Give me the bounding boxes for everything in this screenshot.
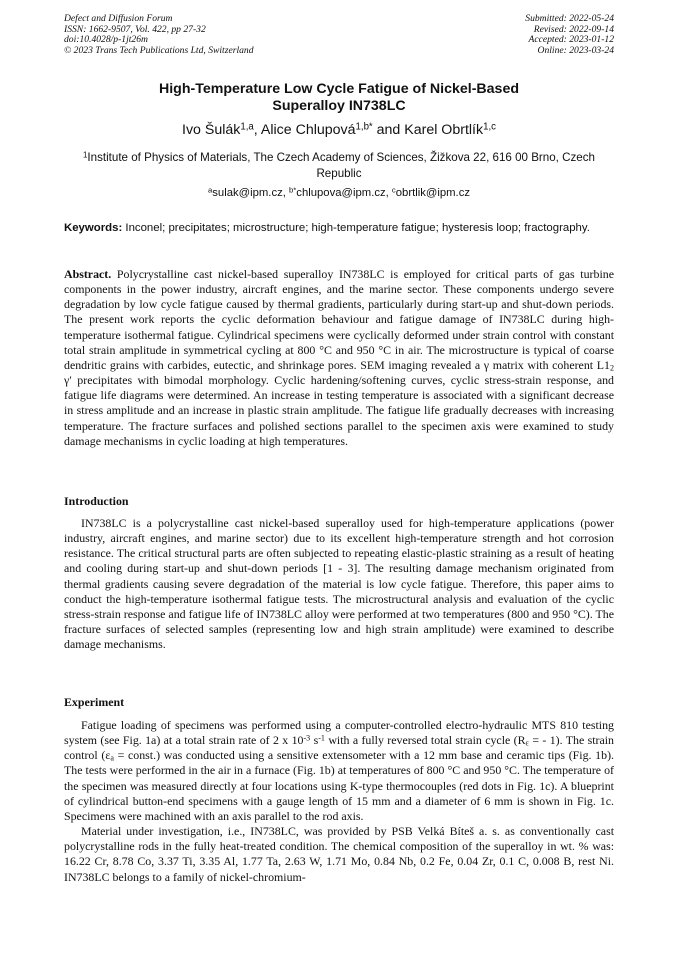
journal-name: Defect and Diffusion Forum xyxy=(64,13,173,24)
author-emails xyxy=(64,186,614,200)
subscript: a xyxy=(110,753,114,763)
issn: ISSN: 1662-9507, Vol. 422, pp 27-32 xyxy=(64,23,206,35)
affiliation-mark: 1 xyxy=(83,150,88,160)
text-run: = const.) was conducted using a sensitive extensometer with a 12 mm base and ceramic tips (Fig. 1b). The tests were performed in the air in a furnace (Fig. 1b) at temperatures of 800 °C and 950 °C. The temperature of the specimen was measured directly at four locations using K-type thermocouples (red dots in Fig. 1c). A blueprint of cylindrical button-end specimens with a gauge length of 15 mm and a diameter of 6 mm is shown in Fig. 1c. Specimens were machined with an axis parallel to the rod axis. xyxy=(64,748,614,823)
paper-title xyxy=(90,81,588,114)
email-link[interactable]: sulak@ipm.cz xyxy=(212,187,283,199)
superscript: -3 xyxy=(303,733,311,743)
keywords-label: Keywords: xyxy=(64,222,123,234)
author-list xyxy=(64,122,614,139)
subscript: ε xyxy=(525,738,529,748)
author-separator: and xyxy=(372,122,405,138)
author-name: Karel Obrtlík xyxy=(404,122,484,138)
text-run: with a fully reversed total strain cycle (R xyxy=(324,733,526,748)
title-line: High-Temperature Low Cycle Fatigue of Nickel-Based xyxy=(158,81,519,97)
superscript: -1 xyxy=(318,733,325,743)
author-separator: , xyxy=(253,122,261,138)
email-link[interactable]: obrtlik@ipm.cz xyxy=(395,187,470,199)
introduction-section xyxy=(64,516,614,652)
paragraph: Material under investigation, i.e., IN738LC, was provided by PSB Velká Bíteš a. s. as conventionally cast polycrystalline rods in the fully heat-treated condition. The chemical composition of the superalloy in wt. % was: 16.22 Cr, 8.78 Co, 3.37 Ti, 3.35 Al, 1.77 Ta, 2.63 W, 1.71 Mo, 0.84 Nb, 0.2 Fe, 0.04 Zr, 0.1 C, 0.008 B, rest Ni. IN738LC belongs to a family of nickel-chromium- xyxy=(64,824,614,884)
abstract-label: Abstract. xyxy=(64,267,112,281)
accepted-date: Accepted: 2023-01-12 xyxy=(528,34,614,46)
abstract-text: Polycrystalline cast nickel-based superalloy IN738LC is employed for critical parts of gas turbine components in the power industry, aircraft engines, and the marine sector. These components undergo severe degradation by low cycle fatigue caused by thermal gradients, particularly during start-up and shut-down periods. The present work reports the cyclic deformation behaviour and fatigue damage of IN738LC during high-temperature isothermal fatigue. Cylindrical specimens were cyclically deformed under strain control with constant total strain amplitude in symmetrical cycling at 800 °C and 950 °C in air. The microstructure is typical of coarse dendritic grains with carbides, eutectic, and shrinkage pores. SEM imaging revealed a γ matrix with coherent L1 xyxy=(64,267,614,372)
journal-info xyxy=(64,14,254,56)
email-link[interactable]: chlupova@ipm.cz xyxy=(296,187,386,199)
submitted-date: Submitted: 2022-05-24 xyxy=(525,13,614,24)
copyright: © 2023 Trans Tech Publications Ltd, Switzerland xyxy=(64,44,254,56)
title-line: Superalloy IN738LC xyxy=(272,97,406,114)
text-run: Fatigue loading of specimens was performed using a computer-controlled electro-hydraulic MTS 810 testing system (see Fig. 1a) at a total strain rate of 2 x 10 xyxy=(64,718,614,748)
email-separator: , xyxy=(385,187,392,199)
section-heading-introduction: Introduction xyxy=(64,494,129,508)
email-mark: c xyxy=(391,185,396,195)
online-date: Online: 2023-03-24 xyxy=(537,44,614,56)
author-name: Ivo Šulák xyxy=(182,122,241,138)
paragraph: IN738LC is a polycrystalline cast nickel-based superalloy used for high-temperature applications (power industry, aircraft engines, and marine sector) due to its excellent high-temperature strength and hot corrosion resistance. The critical structural parts are often subjected to repeating elastic-plastic straining as a result of heating and cooling during start-up and shut-down periods [1 - 3]. The resulting damage mechanism originated from thermal gradients causing severe degradation of the material is low cycle fatigue. Therefore, this paper aims to conduct the high-temperature isothermal fatigue tests. The microstructural analysis and evaluation of the cyclic stress-strain response and fatigue life of IN738LC alloy were performed at two temperatures (800 and 950 °C). The fracture surfaces of selected samples (representing low and high strain amplitude) were examined to describe damage mechanisms. xyxy=(64,516,614,652)
author-affiliation-mark: 1,b* xyxy=(355,121,373,133)
text-run: = - 1). The strain control (ε xyxy=(64,733,615,763)
affiliation xyxy=(64,150,614,181)
author-affiliation-mark: 1,c xyxy=(483,121,496,133)
email-separator: , xyxy=(282,187,290,199)
experiment-section xyxy=(64,718,614,885)
section-heading-experiment: Experiment xyxy=(64,695,125,709)
author-name: Alice Chlupová xyxy=(260,122,356,138)
paragraph xyxy=(64,718,614,824)
revised-date: Revised: 2022-09-14 xyxy=(533,23,614,35)
doi: doi:10.4028/p-1jt26m xyxy=(64,34,148,46)
email-mark: a xyxy=(207,185,213,195)
text-run: s xyxy=(310,733,319,748)
abstract xyxy=(64,267,614,449)
abstract-text: γ′ precipitates with bimodal morphology. Cyclic hardening/softening curves, cyclic stress-strain response, and fatigue life diagrams were determined. An increase in testing temperature is associated with a significant decrease in stress amplitude and an increase in plastic strain amplitude. The fatigue life gradually decreases with increasing temperature. The fracture surfaces and polished sections parallel to the specimen axis were examined to study damage mechanisms in cyclic loading at high temperatures. xyxy=(64,373,614,448)
keywords xyxy=(64,221,614,236)
keywords-text: Inconel; precipitates; microstructure; high-temperature fatigue; hysteresis loop; fractography. xyxy=(122,222,590,234)
email-mark: b* xyxy=(289,185,297,195)
affiliation-text: Institute of Physics of Materials, The Czech Academy of Sciences, Žižkova 22, 616 00 Brno, Czech Republic xyxy=(87,151,595,180)
author-affiliation-mark: 1,a xyxy=(240,121,254,133)
abstract-subscript: 2 xyxy=(609,363,614,373)
publication-dates xyxy=(525,14,614,56)
